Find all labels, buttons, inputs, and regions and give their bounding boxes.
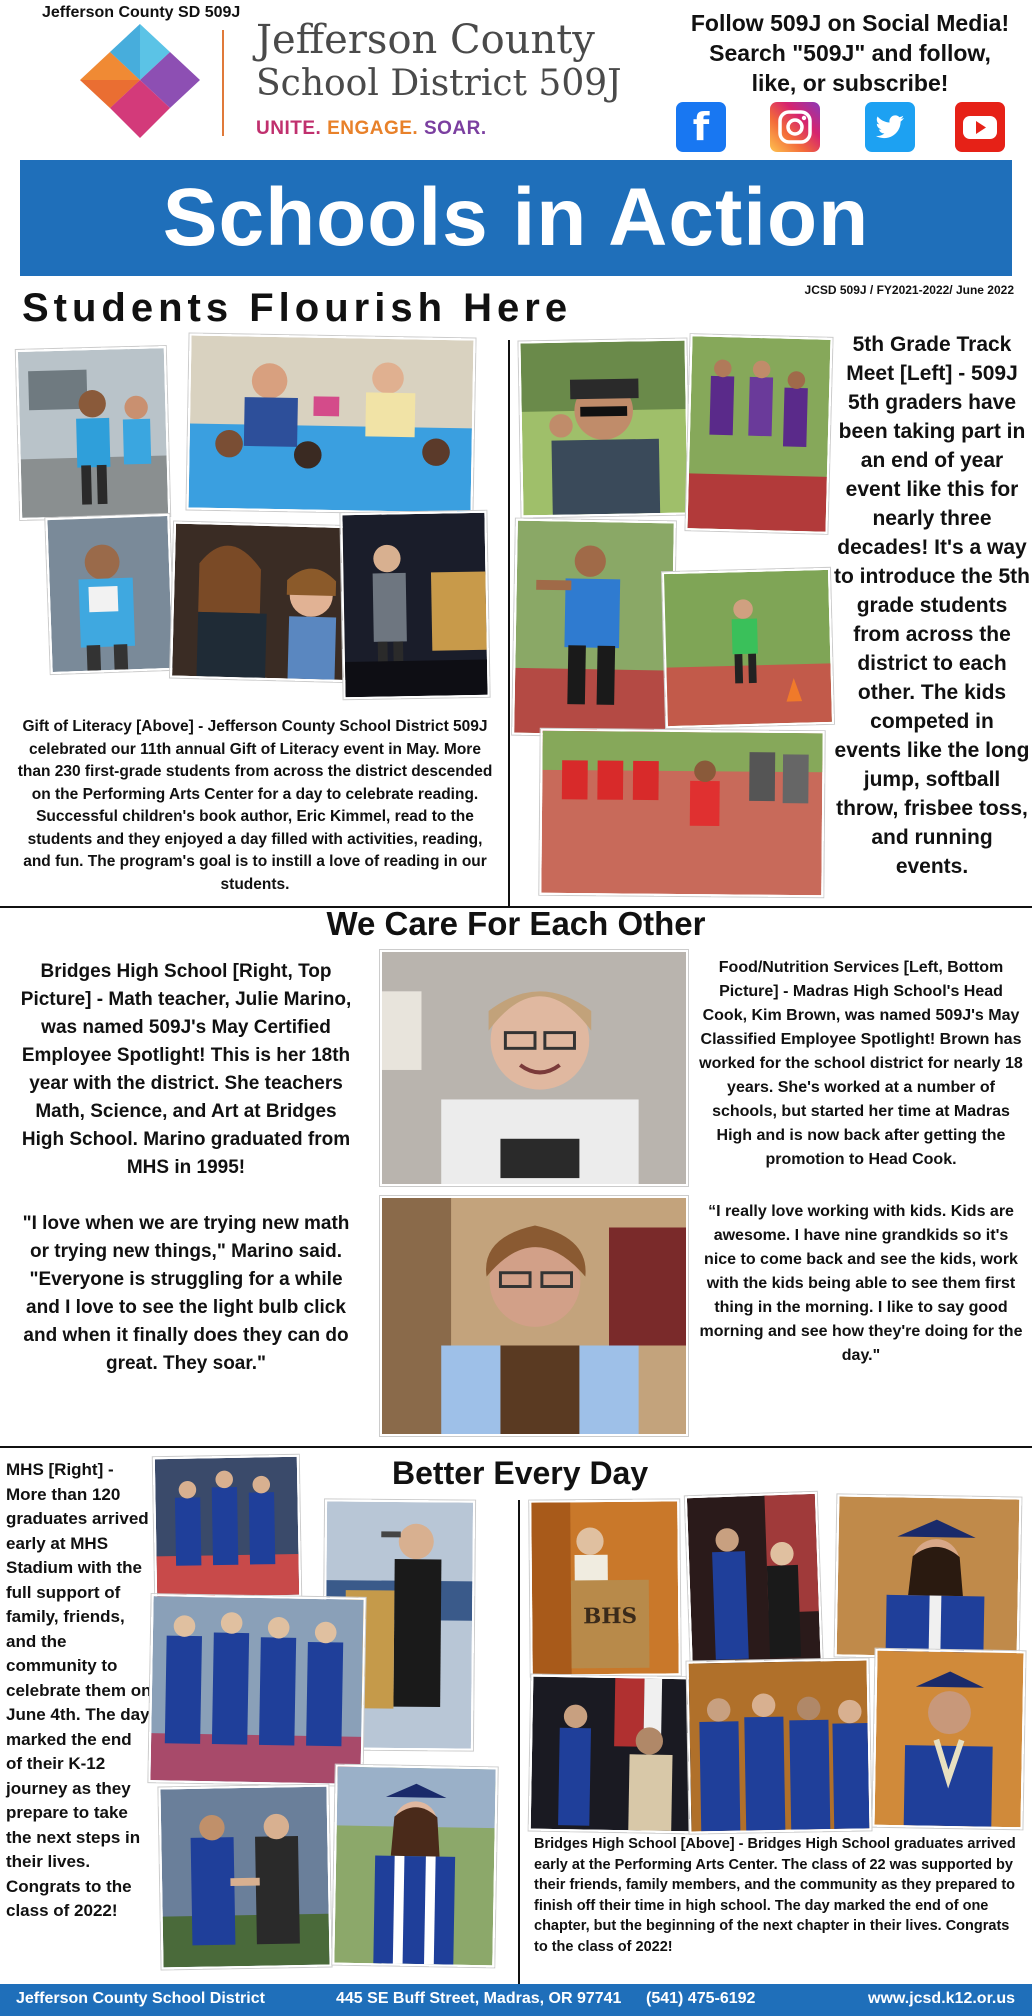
tagline-unite: UNITE. <box>256 118 322 139</box>
issue-line: JCSD 509J / FY2021-2022/ June 2022 <box>804 283 1014 297</box>
marino-caption-text: Bridges High School [Right, Top Picture] - Math teacher, Julie Marino, was named 509J's May Certified Employee Spotlight! This is her 18th year with the district. She teachers Math, Science, and Art at Bridges High School. Marino graduated from MHS in 1995! <box>20 961 352 1178</box>
photo-bridges-graduate-cap <box>835 1494 1022 1659</box>
literacy-caption: Gift of Literacy [Above] - Jefferson County School District 509J celebrated our 11th annual Gift of Literacy event in May. More than 230 first-grade students from across the district descended on the Performing Arts Center for a day to celebrate reading. Successful children's book author, Eric Kimmel, read to the students and they enjoyed a day filled with activities, reading, and fun. The program's goal is to instill a love of reading in our students. <box>17 718 493 893</box>
photo-literacy-author <box>340 511 489 700</box>
tagline <box>256 118 487 140</box>
district-name-line1: Jefferson County <box>256 17 595 63</box>
photo-track-long-jump <box>662 568 834 728</box>
photo-mhs-singers <box>148 1594 365 1786</box>
instagram-icon[interactable] <box>770 102 820 152</box>
social-cta-line3: like, or subscribe! <box>751 70 949 96</box>
photo-julie-marino <box>380 950 688 1186</box>
photo-bridges-diploma <box>685 1492 823 1680</box>
social-cta-line2: Search "509J" and follow, <box>709 40 991 66</box>
photo-track-runners <box>685 334 832 534</box>
district-logo <box>80 22 200 140</box>
brown-quote: “I really love working with kids. Kids are awesome. I have nine grandkids so it's nice to come back and see the kids, work with the kids being able to see them first thing in the morning. I like to say good morning and see how they're doing for the day." <box>699 1203 1023 1364</box>
mhs-caption: MHS [Right] - More than 120 graduates arrived early at MHS Stadium with the full support of family, friends, and the community to celebrate them on June 4th. The day marked the end of their K-12 journey as they prepare to take the next steps in their lives. Congrats to the class of 2022! <box>6 1460 152 1920</box>
marino-quote: "I love when we are trying new math or trying new things," Marino said. "Everyone is struggling for a while and I love to see the light bulb click and when it finally does they can do great. They soar." <box>22 1213 350 1374</box>
logo-divider <box>222 30 224 136</box>
column-divider-1 <box>508 340 510 906</box>
photo-track-softball-throw <box>512 519 676 738</box>
section-heading-care: We Care For Each Other <box>326 905 706 942</box>
podium-sign: BHS <box>583 1603 638 1630</box>
footer-phone[interactable]: (541) 475-6192 <box>646 1990 756 2007</box>
marino-caption <box>16 958 356 1378</box>
social-cta <box>672 8 1028 98</box>
district-name <box>256 18 622 106</box>
section-rule-2 <box>0 1446 1032 1448</box>
title-banner <box>20 160 1012 276</box>
photo-track-red-team <box>539 729 824 897</box>
banner-title: Schools in Action <box>162 172 870 263</box>
bridges-caption: Bridges High School [Above] - Bridges High School graduates arrived early at the Performing Arts Center. The class of 22 was supported by their friends, family members, and the community as they prepared to finish off their time in high school. The day marked the end of one chapter, but the beginning of the next chapter in their lives. Congrats to the class of 2022! <box>534 1836 1016 1955</box>
photo-kim-brown <box>380 1196 688 1436</box>
photo-bridges-elder <box>529 1675 698 1834</box>
photo-literacy-classroom <box>186 334 475 515</box>
photo-literacy-happy-student <box>45 514 174 674</box>
tagline-engage: ENGAGE. <box>327 118 419 139</box>
facebook-icon[interactable]: f <box>676 102 726 152</box>
section-heading-better: Better Every Day <box>392 1455 649 1491</box>
top-label: Jefferson County SD 509J <box>42 4 241 21</box>
youtube-icon[interactable] <box>955 102 1005 152</box>
photo-bridges-graduate-medal <box>872 1649 1025 1830</box>
footer-district-name: Jefferson County School District <box>16 1990 265 2007</box>
photo-track-coach <box>518 339 689 518</box>
photo-mhs-graduate-smiling <box>332 1765 497 1968</box>
section-heading-students: Students Flourish Here <box>22 286 573 330</box>
photo-bridges-podium <box>529 1499 681 1676</box>
column-divider-2 <box>518 1500 520 1984</box>
tagline-soar: SOAR. <box>423 118 487 139</box>
photo-mhs-procession <box>153 1455 301 1600</box>
photo-mhs-handshake <box>158 1785 331 1970</box>
photo-literacy-kids-walking <box>16 346 170 520</box>
footer-address: 445 SE Buff Street, Madras, OR 97741 <box>336 1990 622 2007</box>
brown-caption <box>696 956 1026 1368</box>
social-cta-line1: Follow 509J on Social Media! <box>690 10 1010 36</box>
footer <box>0 1984 1032 2016</box>
twitter-icon[interactable] <box>865 102 915 152</box>
footer-website-link[interactable]: www.jcsd.k12.or.us <box>868 1990 1016 2007</box>
photo-bridges-applause <box>687 1658 872 1833</box>
district-name-line2: School District 509J <box>256 63 622 104</box>
photo-literacy-reading <box>170 522 364 683</box>
brown-caption-text: Food/Nutrition Services [Left, Bottom Picture] - Madras High School's Head Cook, Kim Brown, was named 509J's May Classified Employee Spotlight! Brown has worked for the school district for nearly 18 years. She's worked at a number of schools, but started her time at Madras High and is now back after getting the promotion to Head Cook. <box>699 959 1023 1168</box>
track-caption: 5th Grade Track Meet [Left] - 509J 5th graders have been taking part in an end of year event like this for nearly three decades! It's a way to introduce the 5th grade students from across the district to each other. The kids competed in events like the long jump, softball throw, frisbee toss, and running events. <box>834 333 1030 878</box>
